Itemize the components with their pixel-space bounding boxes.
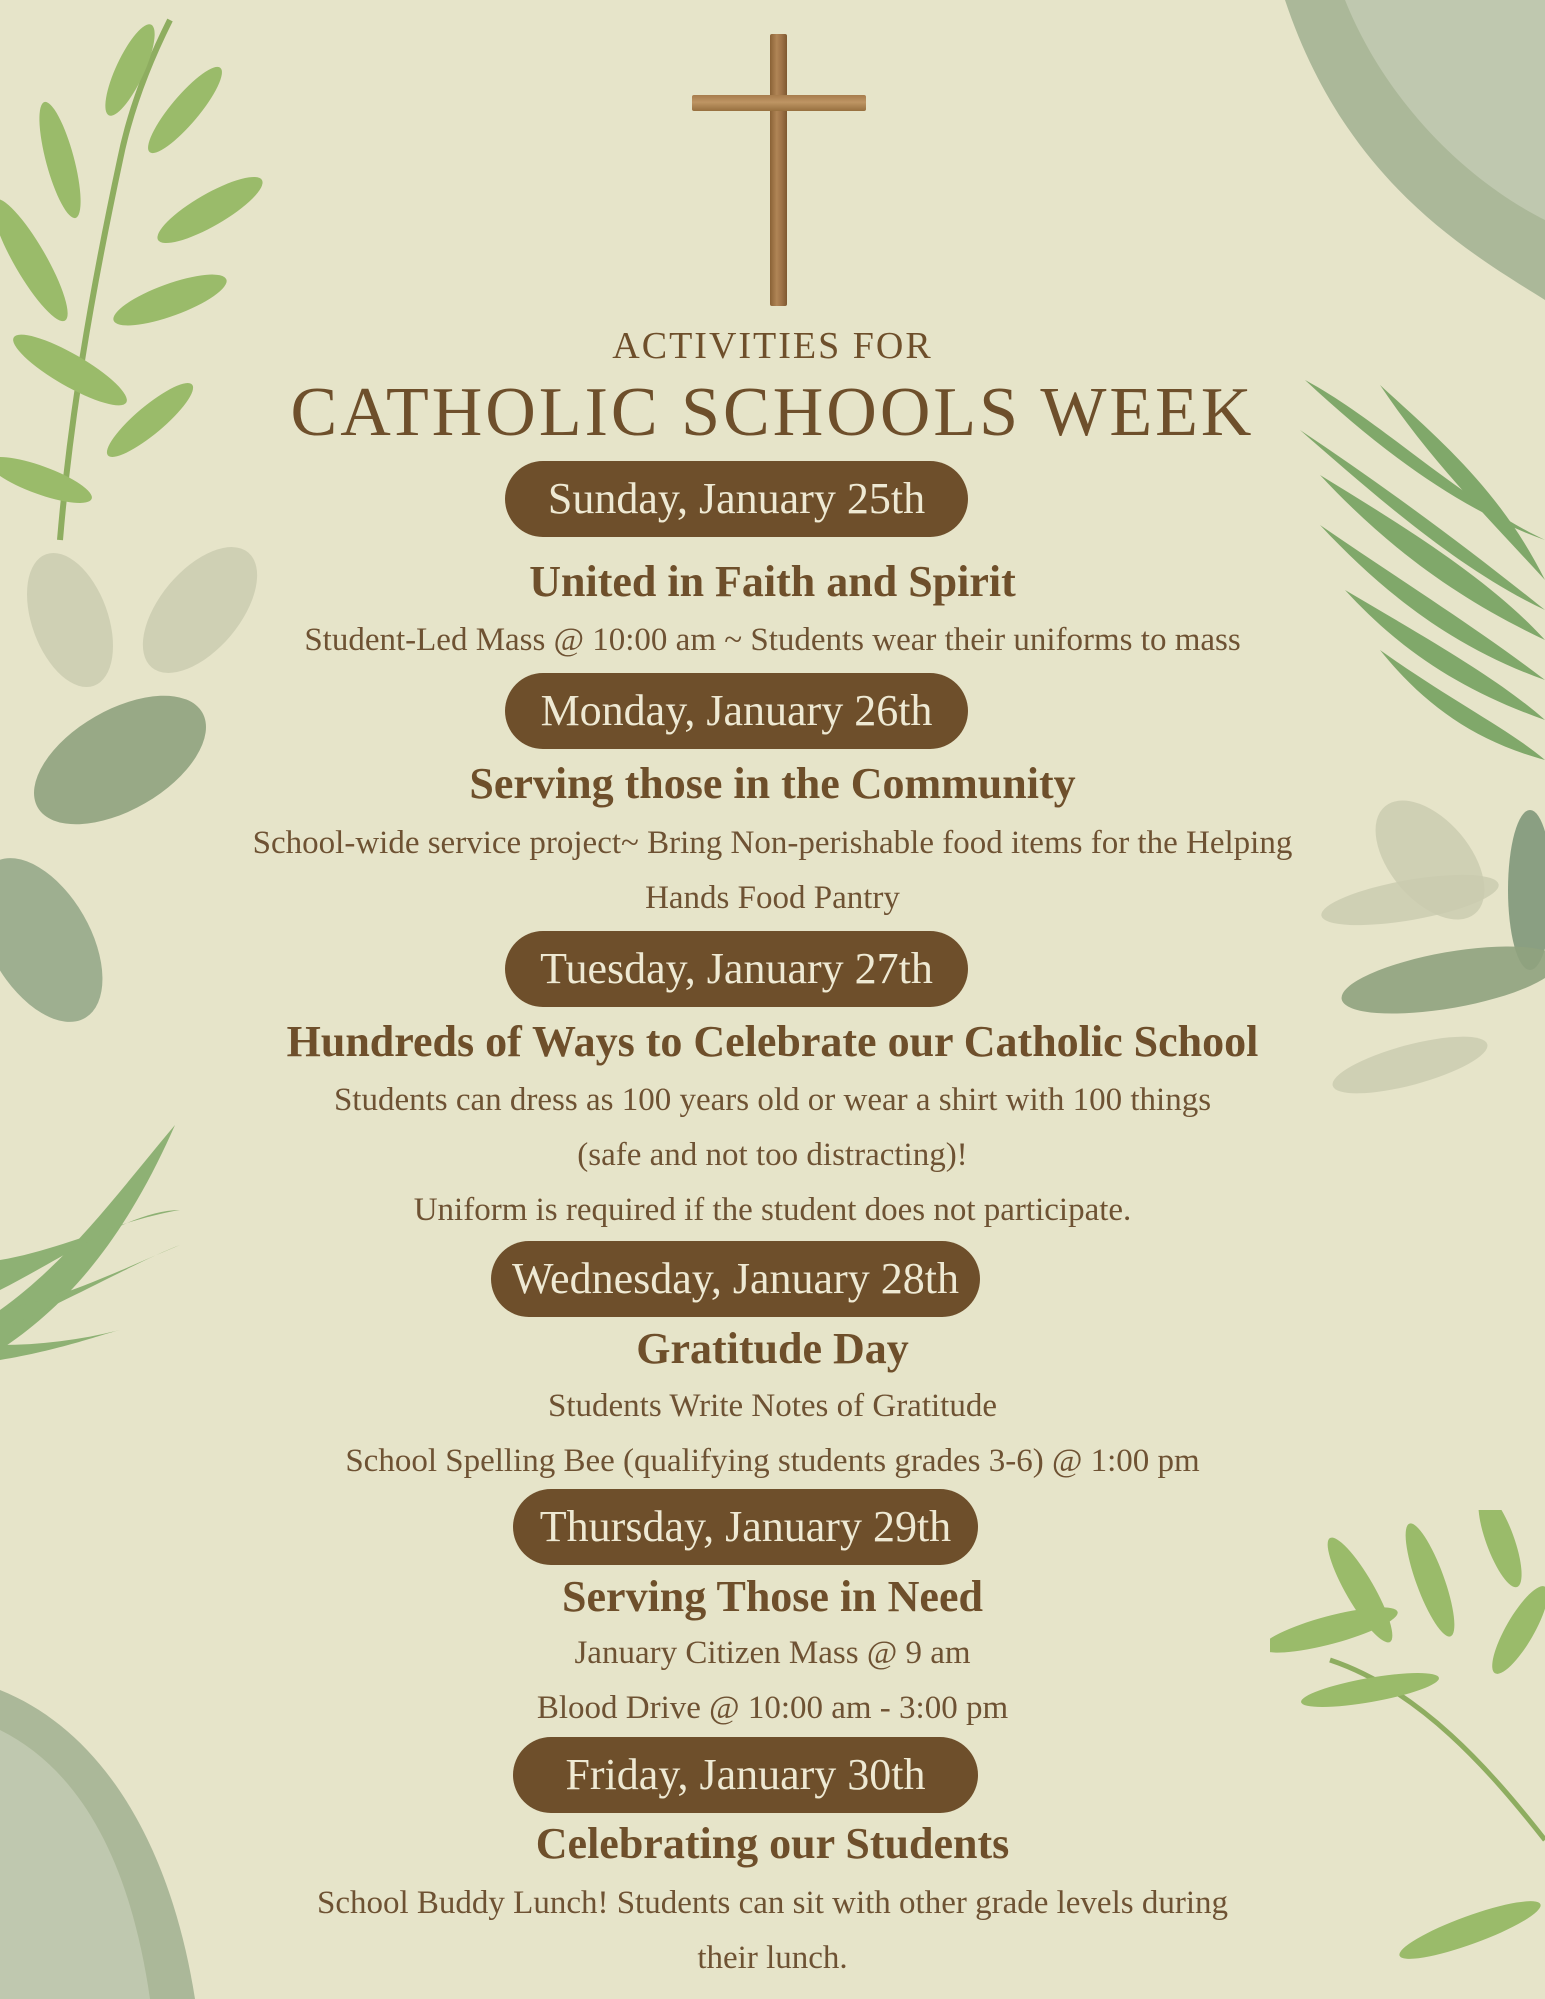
day-detail: School-wide service project~ Bring Non-perishable food items for the Helping bbox=[252, 825, 1293, 861]
cross-horizontal-beam bbox=[692, 95, 866, 111]
day-detail: January Citizen Mass @ 9 am bbox=[574, 1635, 971, 1671]
date-pill-thursday: Thursday, January 29th bbox=[513, 1489, 978, 1565]
date-pill-tuesday: Tuesday, January 27th bbox=[505, 931, 968, 1007]
cross-vertical-beam bbox=[770, 34, 787, 306]
day-theme-friday: Celebrating our Students bbox=[535, 1819, 1010, 1868]
day-detail: Hands Food Pantry bbox=[645, 880, 900, 916]
leaf-branch-top-left-icon bbox=[0, 0, 300, 560]
day-theme-wednesday: Gratitude Day bbox=[636, 1324, 909, 1373]
day-theme-sunday: United in Faith and Spirit bbox=[529, 557, 1016, 606]
day-theme-thursday: Serving Those in Need bbox=[562, 1572, 983, 1621]
day-detail: Students Write Notes of Gratitude bbox=[548, 1388, 997, 1424]
page-title: CATHOLIC SCHOOLS WEEK bbox=[290, 374, 1255, 451]
cross-icon bbox=[690, 34, 868, 308]
date-pill-wednesday: Wednesday, January 28th bbox=[491, 1241, 980, 1317]
day-theme-monday: Serving those in the Community bbox=[469, 759, 1076, 808]
kicker-text: ACTIVITIES FOR bbox=[612, 325, 933, 367]
day-detail: Uniform is required if the student does not participate. bbox=[413, 1192, 1132, 1228]
brushstroke-top-right-icon bbox=[1285, 0, 1545, 320]
day-detail: School Spelling Bee (qualifying students grades 3-6) @ 1:00 pm bbox=[345, 1443, 1200, 1479]
day-detail: Students can dress as 100 years old or wear a shirt with 100 things bbox=[333, 1082, 1212, 1118]
date-pill-monday: Monday, January 26th bbox=[505, 673, 968, 749]
day-detail: their lunch. bbox=[697, 1940, 848, 1976]
date-pill-sunday: Sunday, January 25th bbox=[505, 461, 968, 537]
day-detail: School Buddy Lunch! Students can sit with other grade levels during bbox=[316, 1885, 1228, 1921]
day-theme-tuesday: Hundreds of Ways to Celebrate our Catholic School bbox=[286, 1017, 1259, 1066]
day-detail: Blood Drive @ 10:00 am - 3:00 pm bbox=[536, 1690, 1009, 1726]
day-detail: (safe and not too distracting)! bbox=[577, 1137, 968, 1173]
date-pill-friday: Friday, January 30th bbox=[513, 1737, 978, 1813]
day-detail: Student-Led Mass @ 10:00 am ~ Students wear their uniforms to mass bbox=[304, 622, 1241, 658]
